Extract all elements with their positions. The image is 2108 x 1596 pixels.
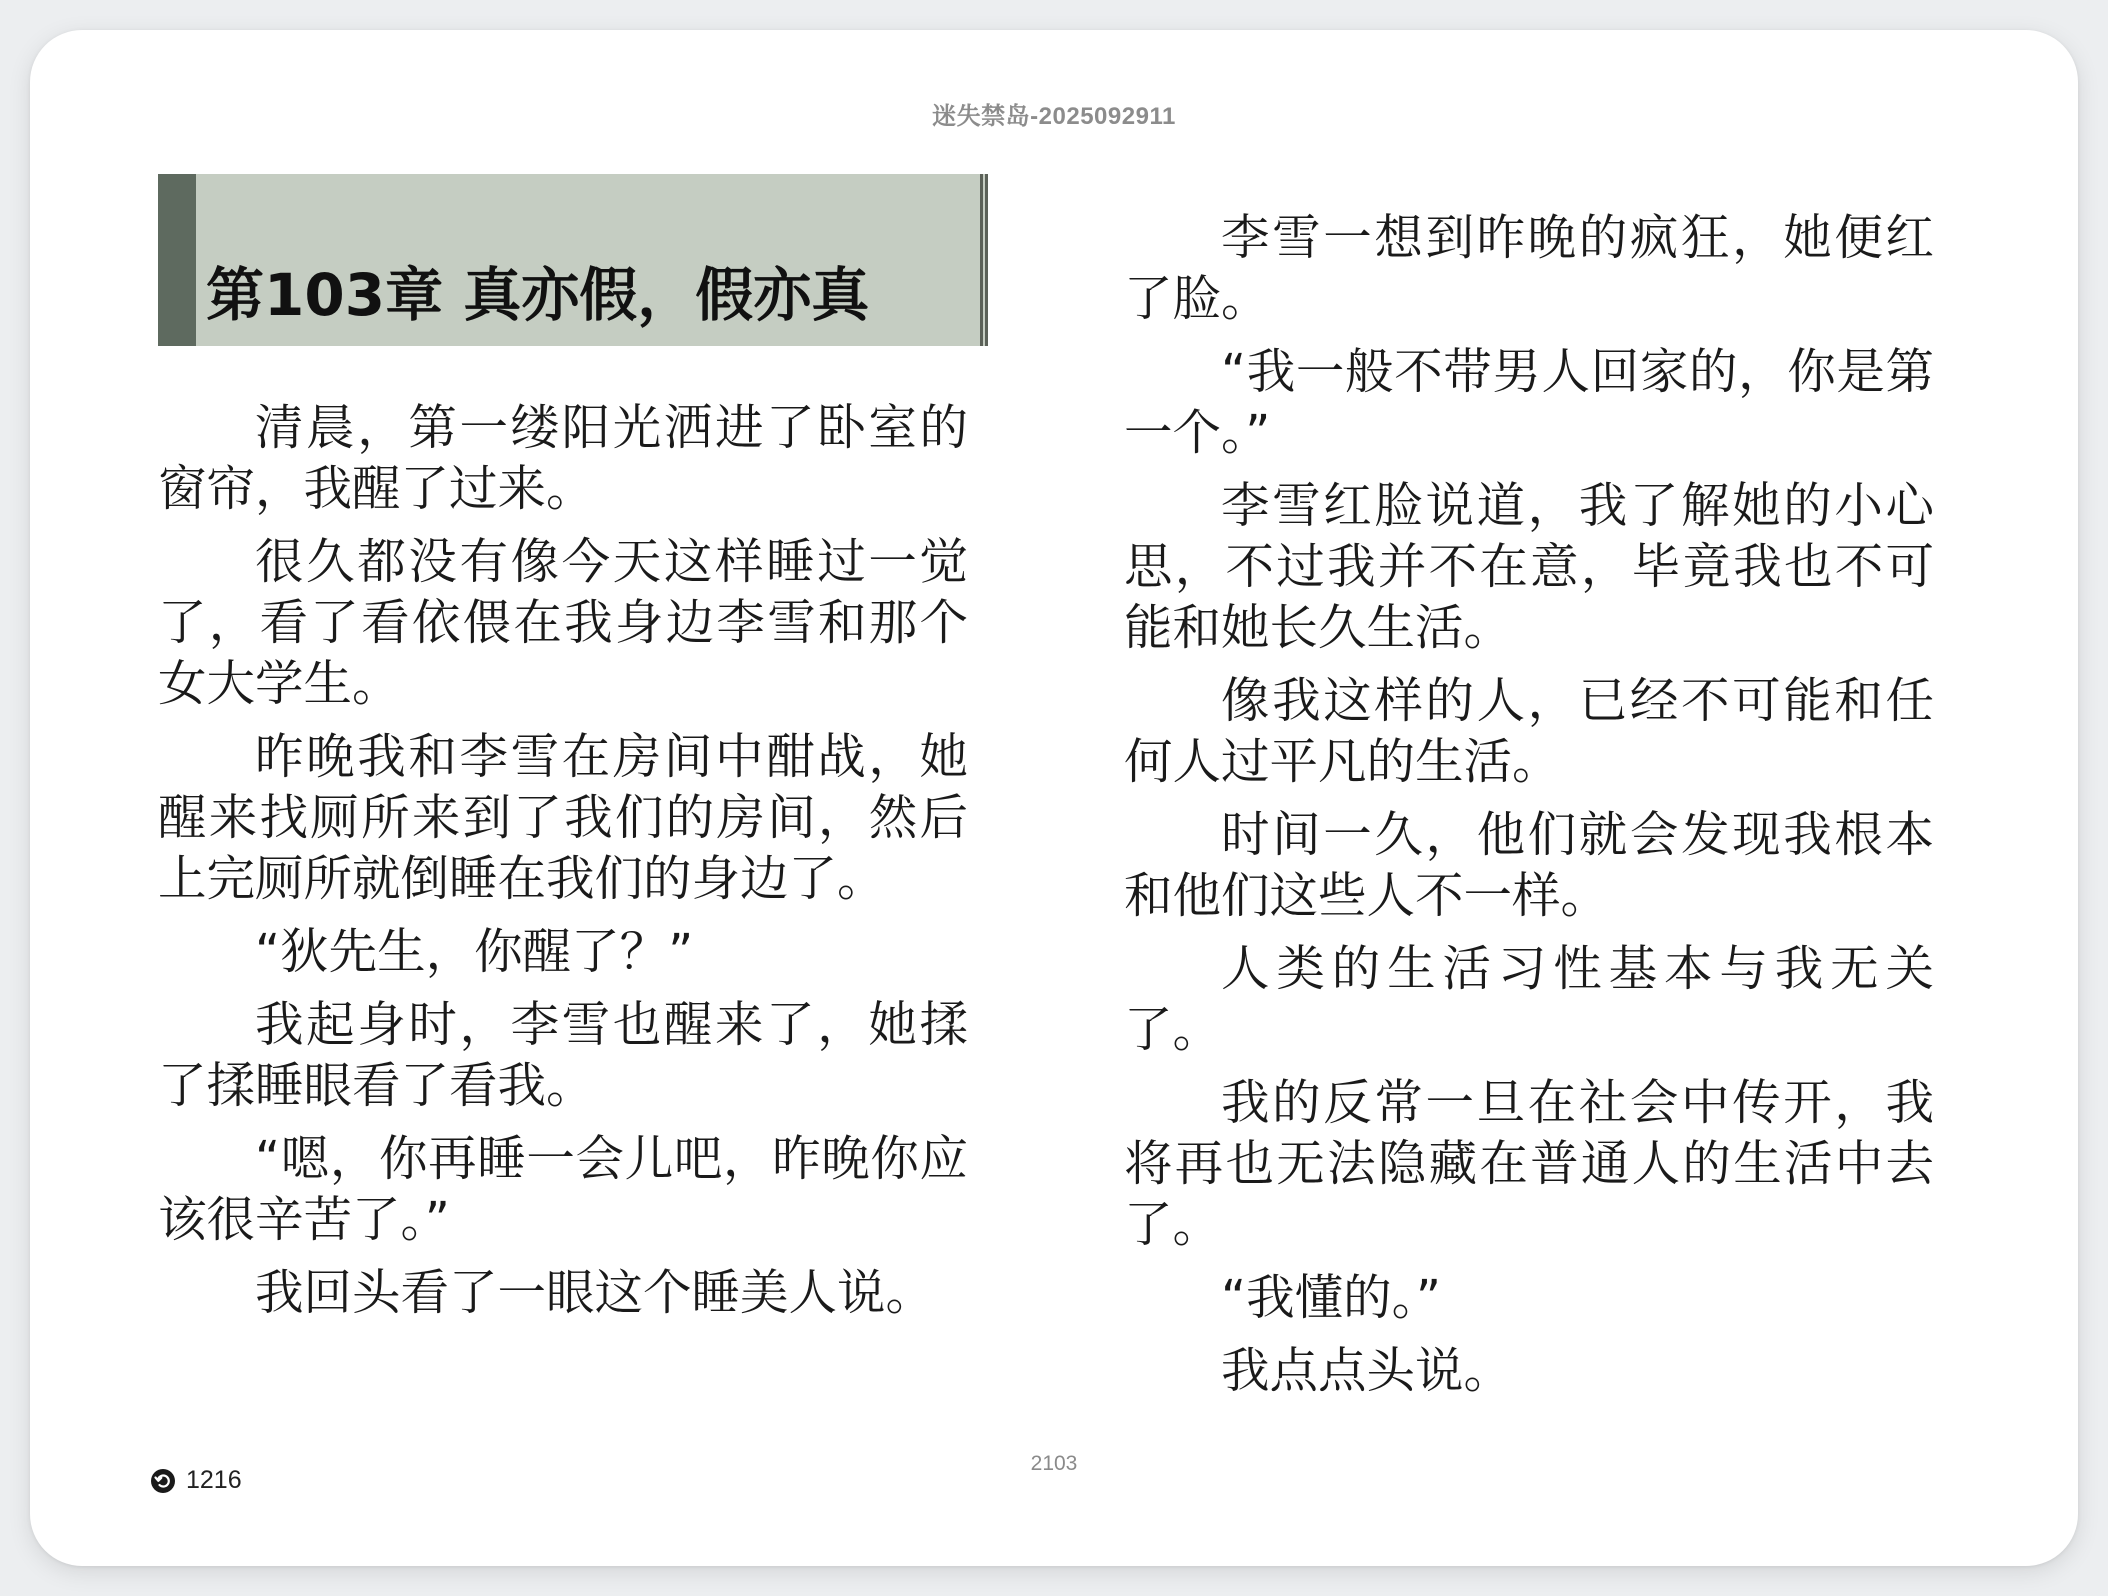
right-page-text xyxy=(1124,208,1934,1402)
paragraph: 像我这样的人，已经不可能和任何人过平凡的生活。 xyxy=(1124,673,1934,790)
left-page[interactable] xyxy=(158,174,968,1336)
paragraph: 很久都没有像今天这样睡过一觉了，看了看依偎在我身边李雪和那个女大学生。 xyxy=(158,534,968,712)
paragraph: 我回头看了一眼这个睡美人说。 xyxy=(255,1265,935,1321)
chapter-header xyxy=(158,174,988,346)
paragraph: “我懂的。” xyxy=(1221,1270,1442,1326)
paragraph: 时间一久，他们就会发现我根本和他们这些人不一样。 xyxy=(1124,807,1934,924)
reader-window xyxy=(30,30,2078,1566)
paragraph: “我一般不带男人回家的，你是第一个。” xyxy=(1124,344,1934,461)
paragraph: 清晨，第一缕阳光洒进了卧室的窗帘，我醒了过来。 xyxy=(158,400,968,517)
chapter-title: 第103章 真亦假，假亦真 xyxy=(206,261,870,329)
paragraph: 李雪红脸说道，我了解她的小心思，不过我并不在意，毕竟我也不可能和她长久生活。 xyxy=(1124,478,1934,656)
paragraph: “狄先生，你醒了？” xyxy=(255,924,694,980)
paragraph: 人类的生活习性基本与我无关了。 xyxy=(1124,941,1934,1058)
paragraph: 我点点头说。 xyxy=(1221,1343,1513,1399)
right-page[interactable] xyxy=(1124,208,1934,1414)
page-number: 2103 xyxy=(1030,1452,1078,1475)
book-title: 迷失禁岛-2025092911 xyxy=(932,103,1176,130)
paragraph: 李雪一想到昨晚的疯狂，她便红了脸。 xyxy=(1124,210,1934,327)
paragraph: 我的反常一旦在社会中传开，我将再也无法隐藏在普通人的生活中去了。 xyxy=(1124,1075,1934,1253)
location-number: 1216 xyxy=(186,1466,242,1494)
left-page-text xyxy=(158,398,968,1324)
paragraph: 昨晚我和李雪在房间中酣战，她醒来找厕所来到了我们的房间，然后上完厕所就倒睡在我们的身边了。 xyxy=(158,729,968,907)
paragraph: 我起身时，李雪也醒来了，她揉了揉睡眼看了看我。 xyxy=(158,997,968,1114)
paragraph: “嗯，你再睡一会儿吧，昨晚你应该很辛苦了。” xyxy=(158,1131,968,1248)
